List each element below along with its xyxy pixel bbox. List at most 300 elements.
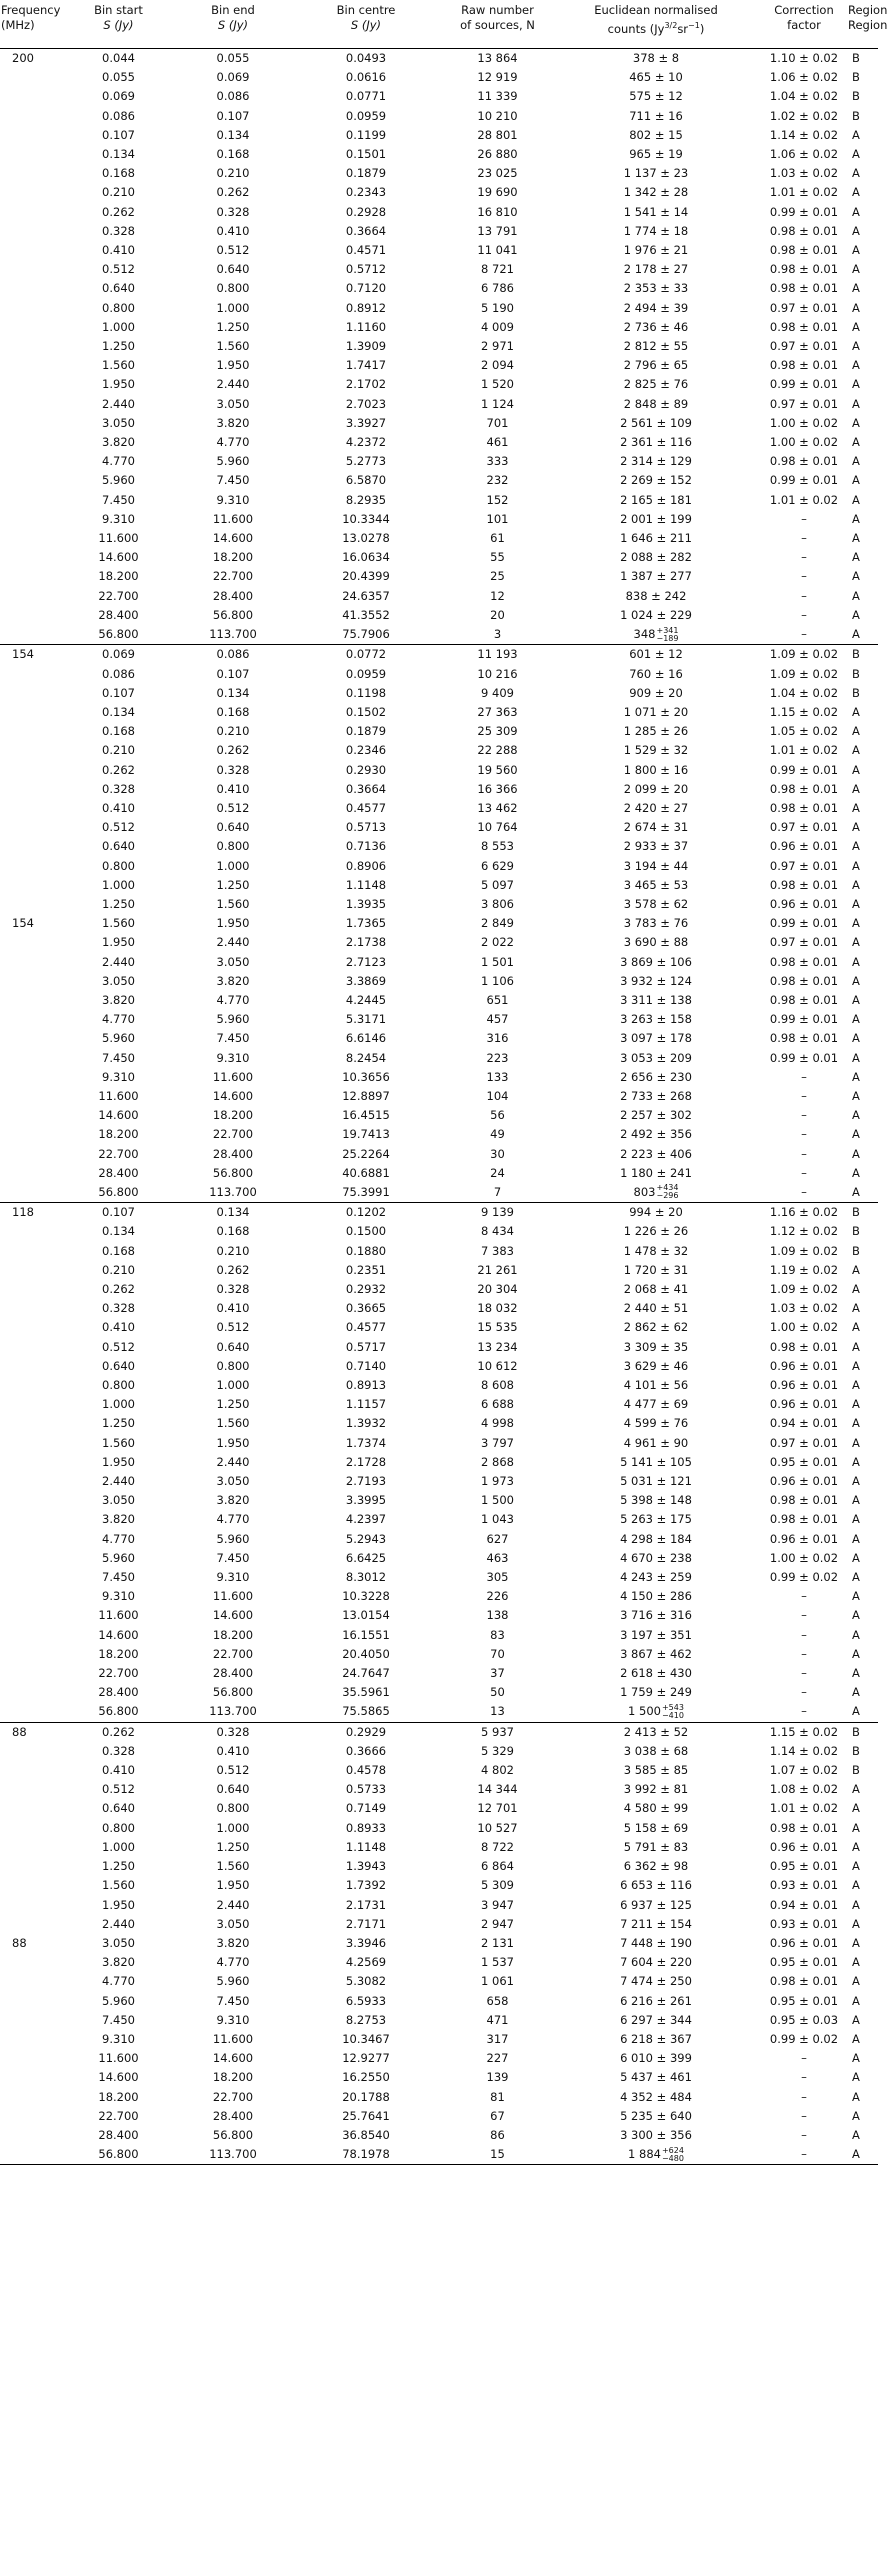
euclidean-count-cell: 2 862 ± 62 <box>623 1320 689 1335</box>
bin-start-cell: 56.800 <box>60 2145 177 2165</box>
correction-factor-cell: 1.14 ± 0.02 <box>769 127 839 142</box>
raw-count-cell: 15 <box>443 2145 552 2165</box>
bin-start-cell: 0.044 <box>102 51 135 65</box>
table-row <box>0 625 878 645</box>
raw-count-cell: 11 339 <box>477 89 518 104</box>
bin-start-cell: 1.560 <box>102 358 135 373</box>
bin-centre-cell: 0.4571 <box>345 243 387 258</box>
bin-centre-cell: 0.5713 <box>345 820 387 835</box>
region-cell: A <box>852 1474 860 1489</box>
frequency-cell <box>0 2030 60 2049</box>
bin-centre-cell: 2.7123 <box>345 954 387 969</box>
bin-start-cell: 5.960 <box>102 473 135 488</box>
table-row <box>0 761 878 780</box>
bin-start-cell: 56.800 <box>60 1183 177 1203</box>
table-row <box>0 1106 878 1125</box>
bin-centre-cell: 0.3666 <box>345 1743 387 1758</box>
frequency-cell <box>0 933 60 952</box>
correction-factor-cell: 0.96 ± 0.01 <box>769 1531 839 1546</box>
bin-start-cell: 0.800 <box>102 858 135 873</box>
region-cell: A <box>852 1397 860 1412</box>
frequency-cell <box>0 1742 60 1761</box>
frequency-cell <box>0 991 60 1010</box>
bin-end-cell: 11.600 <box>212 2031 254 2046</box>
frequency-cell <box>0 1434 60 1453</box>
correction-factor-cell: 1.00 ± 0.02 <box>769 1320 839 1335</box>
header-raw-number: Raw number of sources, N <box>443 0 552 49</box>
frequency-cell <box>0 471 60 490</box>
error-lower: −296 <box>656 1191 679 1201</box>
bin-centre-cell: 0.7120 <box>345 281 387 296</box>
raw-count-cell: 8 608 <box>481 1378 514 1393</box>
bin-centre-cell: 8.2454 <box>345 1050 387 1065</box>
raw-count-cell: 5 190 <box>481 300 514 315</box>
region-cell: A <box>852 147 860 162</box>
region-cell: A <box>852 762 860 777</box>
frequency-cell <box>0 1338 60 1357</box>
frequency-cell <box>0 606 60 625</box>
frequency-cell <box>0 876 60 895</box>
asymmetric-error <box>662 1704 684 1720</box>
correction-factor-cell: 0.97 ± 0.01 <box>769 339 839 354</box>
region-cell: B <box>852 1205 860 1220</box>
raw-count-cell: 1 520 <box>481 377 514 392</box>
bin-start-cell: 0.210 <box>102 1262 135 1277</box>
raw-count-cell: 10 210 <box>477 108 518 123</box>
raw-count-cell: 13 864 <box>477 51 518 65</box>
table-row <box>0 1280 878 1299</box>
raw-count-cell: 5 097 <box>481 877 514 892</box>
bin-end-cell: 113.700 <box>177 1702 289 1722</box>
raw-count-cell: 11 041 <box>477 243 518 258</box>
euclidean-count-cell: 2 001 ± 199 <box>620 511 692 526</box>
bin-centre-cell: 2.1728 <box>345 1454 387 1469</box>
table-row <box>0 414 878 433</box>
region-cell: A <box>852 1108 860 1123</box>
raw-count-cell: 305 <box>486 1570 509 1585</box>
euclidean-count-cell: 7 474 ± 250 <box>620 1974 692 1989</box>
frequency-cell <box>0 414 60 433</box>
bin-centre-cell: 1.7417 <box>345 358 387 373</box>
euclidean-count-cell: 3 716 ± 316 <box>620 1608 692 1623</box>
bin-centre-cell: 0.0959 <box>345 666 387 681</box>
region-cell: A <box>852 1165 860 1180</box>
bin-end-cell: 5.960 <box>216 1531 250 1546</box>
bin-start-cell: 14.600 <box>98 1627 139 1642</box>
correction-factor-cell: – <box>801 2089 807 2104</box>
bin-start-cell: 0.410 <box>102 800 135 815</box>
bin-end-cell: 0.328 <box>216 762 250 777</box>
euclidean-count-cell: 994 ± 20 <box>629 1205 683 1220</box>
table-row <box>0 1491 878 1510</box>
euclidean-count-cell: 3 690 ± 88 <box>623 935 689 950</box>
bin-centre-cell: 0.7140 <box>345 1358 387 1373</box>
region-cell: A <box>852 1339 860 1354</box>
raw-count-cell: 55 <box>490 550 505 565</box>
raw-count-cell: 139 <box>486 2070 509 2085</box>
bin-end-cell: 3.050 <box>216 396 250 411</box>
euclidean-count-cell: 2 825 ± 76 <box>623 377 689 392</box>
euclidean-count-cell: 1 226 ± 26 <box>623 1224 689 1239</box>
region-cell: A <box>852 1531 860 1546</box>
correction-factor-cell: – <box>801 1146 807 1161</box>
bin-end-cell: 0.262 <box>216 185 250 200</box>
raw-count-cell: 3 806 <box>481 896 514 911</box>
raw-count-cell: 6 629 <box>481 858 514 873</box>
frequency-cell <box>0 972 60 991</box>
euclidean-count-cell: 965 ± 19 <box>629 147 683 162</box>
raw-count-cell: 24 <box>490 1165 505 1180</box>
bin-centre-cell: 8.2935 <box>345 492 387 507</box>
raw-count-cell: 23 025 <box>477 166 518 181</box>
euclidean-count-cell: 2 353 ± 33 <box>623 281 689 296</box>
bin-centre-cell: 1.1157 <box>345 1397 387 1412</box>
bin-start-cell: 0.512 <box>102 1782 135 1797</box>
bin-end-cell: 2.440 <box>216 377 250 392</box>
bin-centre-cell: 35.5961 <box>342 1685 390 1700</box>
bin-end-cell: 1.000 <box>216 1820 250 1835</box>
frequency-cell <box>0 1549 60 1568</box>
euclidean-count-cell: 6 218 ± 367 <box>620 2031 692 2046</box>
frequency-cell <box>0 722 60 741</box>
correction-factor-cell: 1.02 ± 0.02 <box>769 108 839 123</box>
euclidean-count-cell: 1 541 ± 14 <box>623 204 689 219</box>
bin-end-cell: 0.512 <box>216 800 250 815</box>
frequency-cell <box>0 452 60 471</box>
raw-count-cell: 56 <box>490 1108 505 1123</box>
bin-centre-cell: 3.3927 <box>345 415 387 430</box>
raw-count-cell: 11 193 <box>477 647 518 662</box>
frequency-cell <box>0 1029 60 1048</box>
raw-count-cell: 49 <box>490 1127 505 1142</box>
raw-count-cell: 12 919 <box>477 70 518 85</box>
bin-start-cell: 0.328 <box>102 223 135 238</box>
frequency-cell <box>0 1068 60 1087</box>
frequency-cell <box>0 222 60 241</box>
correction-factor-cell: 0.99 ± 0.01 <box>769 1012 839 1027</box>
bin-start-cell: 0.134 <box>102 1224 135 1239</box>
bin-centre-cell: 0.7149 <box>345 1801 387 1816</box>
raw-count-cell: 13 462 <box>477 800 518 815</box>
bin-end-cell: 0.210 <box>216 724 250 739</box>
bin-centre-cell: 6.5870 <box>345 473 387 488</box>
bin-centre-cell: 0.2346 <box>345 743 387 758</box>
region-cell: A <box>852 1320 860 1335</box>
raw-count-cell: 8 434 <box>481 1224 514 1239</box>
table-row <box>0 337 878 356</box>
bin-start-cell: 0.168 <box>102 1243 135 1258</box>
bin-start-cell: 9.310 <box>102 1069 135 1084</box>
correction-factor-cell: – <box>801 2108 807 2123</box>
frequency-cell <box>0 1915 60 1934</box>
bin-start-cell: 0.512 <box>102 820 135 835</box>
region-cell: A <box>852 2012 860 2027</box>
bin-end-cell: 9.310 <box>216 1050 250 1065</box>
bin-end-cell: 0.168 <box>216 704 250 719</box>
bin-end-cell: 5.960 <box>216 1012 250 1027</box>
region-cell: B <box>852 70 860 85</box>
bin-centre-cell: 0.4577 <box>345 800 387 815</box>
bin-end-cell: 0.134 <box>216 127 250 142</box>
euclidean-count-cell: 802 ± 15 <box>629 127 683 142</box>
bin-start-cell: 3.820 <box>102 1955 135 1970</box>
error-upper: +543 <box>661 1702 684 1712</box>
bin-end-cell: 0.210 <box>216 1243 250 1258</box>
bin-start-cell: 18.200 <box>98 2089 139 2104</box>
raw-count-cell: 138 <box>486 1608 509 1623</box>
euclidean-count-cell: 3 194 ± 44 <box>623 858 689 873</box>
correction-factor-cell: 0.98 ± 0.01 <box>769 781 839 796</box>
euclidean-count-cell: 3 097 ± 178 <box>620 1031 692 1046</box>
region-cell: A <box>852 724 860 739</box>
table-row <box>0 567 878 586</box>
raw-count-cell: 27 363 <box>477 704 518 719</box>
raw-count-cell: 3 797 <box>481 1435 514 1450</box>
table-row <box>0 68 878 87</box>
euclidean-count-cell: 2 088 ± 282 <box>620 550 692 565</box>
bin-end-cell: 3.820 <box>216 973 250 988</box>
bin-start-cell: 56.800 <box>60 1702 177 1722</box>
region-cell: A <box>852 1512 860 1527</box>
table-row <box>0 1683 878 1702</box>
correction-factor-cell: 0.98 ± 0.01 <box>769 1031 839 1046</box>
bin-start-cell: 0.107 <box>102 127 135 142</box>
table-row <box>0 2068 878 2087</box>
euclidean-count-cell: 2 165 ± 181 <box>620 492 692 507</box>
bin-centre-cell: 13.0278 <box>342 531 390 546</box>
bin-centre-cell: 12.8897 <box>342 1088 390 1103</box>
frequency-cell <box>0 1857 60 1876</box>
raw-count-cell: 81 <box>490 2089 505 2104</box>
bin-centre-cell: 0.4577 <box>345 1320 387 1335</box>
correction-factor-cell: – <box>801 2051 807 2066</box>
bin-start-cell: 22.700 <box>98 2108 139 2123</box>
frequency-cell <box>0 1222 60 1241</box>
bin-centre-cell: 0.0771 <box>345 89 387 104</box>
raw-count-cell: 7 <box>443 1183 552 1203</box>
bin-start-cell: 3.820 <box>102 992 135 1007</box>
bin-centre-cell: 0.2929 <box>345 1724 387 1739</box>
table-row <box>0 1857 878 1876</box>
bin-end-cell: 3.050 <box>216 1916 250 1931</box>
bin-centre-cell: 1.7365 <box>345 916 387 931</box>
correction-factor-cell: 1.15 ± 0.02 <box>769 704 839 719</box>
bin-end-cell: 1.250 <box>216 319 250 334</box>
bin-end-cell: 0.328 <box>216 1724 250 1739</box>
bin-end-cell: 0.800 <box>216 1801 250 1816</box>
header-region: Region Region <box>848 0 878 49</box>
region-cell: A <box>852 319 860 334</box>
bin-start-cell: 11.600 <box>98 1608 139 1623</box>
correction-factor-cell: 0.99 ± 0.02 <box>769 1570 839 1585</box>
frequency-cell <box>0 2088 60 2107</box>
region-cell: A <box>852 916 860 931</box>
bin-start-cell: 4.770 <box>102 1974 135 1989</box>
raw-count-cell: 12 701 <box>477 1801 518 1816</box>
correction-factor-cell: 1.01 ± 0.02 <box>769 492 839 507</box>
frequency-cell <box>0 2049 60 2068</box>
frequency-cell <box>0 587 60 606</box>
frequency-cell: 200 <box>12 51 34 65</box>
bin-centre-cell: 2.7171 <box>345 1916 387 1931</box>
table-row <box>0 1896 878 1915</box>
region-cell: A <box>852 300 860 315</box>
bin-centre-cell: 0.1202 <box>345 1205 387 1220</box>
bin-end-cell: 3.050 <box>216 1474 250 1489</box>
frequency-cell <box>0 1683 60 1702</box>
raw-count-cell: 8 721 <box>481 262 514 277</box>
correction-factor-cell: 0.97 ± 0.01 <box>769 300 839 315</box>
frequency-cell <box>0 1799 60 1818</box>
euclidean-count-cell: 2 674 ± 31 <box>623 820 689 835</box>
euclidean-count-cell: 1 529 ± 32 <box>623 743 689 758</box>
table-row <box>0 1530 878 1549</box>
euclidean-count-cell: 2 736 ± 46 <box>623 319 689 334</box>
region-cell: A <box>852 1801 860 1816</box>
bin-end-cell: 56.800 <box>212 1685 254 1700</box>
bin-end-cell: 5.960 <box>216 454 250 469</box>
frequency-cell <box>0 1164 60 1183</box>
bin-end-cell: 1.000 <box>216 1378 250 1393</box>
region-cell: A <box>852 1666 860 1681</box>
bin-start-cell: 28.400 <box>98 1685 139 1700</box>
correction-factor-cell: 0.95 ± 0.01 <box>769 1993 839 2008</box>
correction-factor-cell: 1.10 ± 0.02 <box>769 51 839 65</box>
correction-factor-cell: 0.99 ± 0.01 <box>769 204 839 219</box>
bin-end-cell: 1.250 <box>216 1839 250 1854</box>
euclidean-count-cell: 2 420 ± 27 <box>623 800 689 815</box>
bin-start-cell: 28.400 <box>98 2127 139 2142</box>
bin-start-cell: 1.950 <box>102 377 135 392</box>
frequency-cell <box>0 684 60 703</box>
table-row <box>0 375 878 394</box>
region-cell: B <box>852 108 860 123</box>
region-cell: A <box>852 166 860 181</box>
region-cell: A <box>852 281 860 296</box>
bin-end-cell: 0.800 <box>216 1358 250 1373</box>
correction-factor-cell: 0.95 ± 0.01 <box>769 1454 839 1469</box>
frequency-cell <box>0 433 60 452</box>
header-bin-end: Bin end S (Jy) <box>177 0 289 49</box>
region-cell: A <box>852 377 860 392</box>
bin-end-cell: 0.134 <box>216 685 250 700</box>
table-row <box>0 1318 878 1337</box>
frequency-cell <box>0 741 60 760</box>
raw-count-cell: 22 288 <box>477 743 518 758</box>
table-row <box>0 2107 878 2126</box>
table-body <box>0 49 878 2165</box>
euclidean-count-cell: 2 733 ± 268 <box>620 1088 692 1103</box>
raw-count-cell: 61 <box>490 531 505 546</box>
correction-factor-cell: 0.98 ± 0.01 <box>769 877 839 892</box>
region-cell: B <box>852 1763 860 1778</box>
table-header <box>0 0 887 49</box>
error-lower: −189 <box>656 633 679 643</box>
bin-centre-cell: 5.2773 <box>345 454 387 469</box>
table-row <box>0 491 878 510</box>
frequency-cell <box>0 126 60 145</box>
frequency-cell <box>0 953 60 972</box>
region-cell: A <box>852 743 860 758</box>
raw-count-cell: 10 216 <box>477 666 518 681</box>
bin-centre-cell: 1.1148 <box>345 877 387 892</box>
raw-count-cell: 627 <box>486 1531 509 1546</box>
bin-centre-cell: 12.9277 <box>342 2051 390 2066</box>
frequency-cell <box>0 703 60 722</box>
correction-factor-cell: 0.97 ± 0.01 <box>769 820 839 835</box>
bin-start-cell: 0.086 <box>102 666 135 681</box>
bin-centre-cell: 0.8912 <box>345 300 387 315</box>
region-cell: A <box>852 2031 860 2046</box>
bin-centre-cell: 10.3228 <box>342 1589 390 1604</box>
frequency-cell <box>0 1972 60 1991</box>
correction-factor-cell: 0.96 ± 0.01 <box>769 1358 839 1373</box>
table-row <box>0 1242 878 1261</box>
correction-factor-cell: 0.94 ± 0.01 <box>769 1897 839 1912</box>
table-row <box>0 1222 878 1241</box>
table-row <box>0 510 878 529</box>
euclidean-count-cell: 4 580 ± 99 <box>623 1801 689 1816</box>
raw-count-cell: 19 560 <box>477 762 518 777</box>
table-row <box>0 1376 878 1395</box>
region-cell: A <box>852 492 860 507</box>
bin-end-cell: 28.400 <box>212 1666 254 1681</box>
table-row <box>0 1164 878 1183</box>
bin-end-cell: 4.770 <box>216 1955 250 1970</box>
correction-factor-cell: 0.98 ± 0.01 <box>769 319 839 334</box>
frequency-cell: 88 <box>12 1935 27 1950</box>
bin-centre-cell: 1.1160 <box>345 319 387 334</box>
region-cell: A <box>852 1146 860 1161</box>
correction-factor-cell: 0.97 ± 0.01 <box>769 858 839 873</box>
correction-factor-cell: 0.98 ± 0.01 <box>769 954 839 969</box>
table-row <box>0 1414 878 1433</box>
raw-count-cell: 15 535 <box>477 1320 518 1335</box>
table-row <box>0 1125 878 1144</box>
raw-count-cell: 26 880 <box>477 147 518 162</box>
bin-start-cell: 0.168 <box>102 724 135 739</box>
table-row <box>0 1395 878 1414</box>
bin-centre-cell: 3.3995 <box>345 1493 387 1508</box>
euclidean-count-cell: 7 211 ± 154 <box>620 1916 692 1931</box>
raw-count-cell: 1 973 <box>481 1474 514 1489</box>
raw-count-cell: 316 <box>486 1031 509 1046</box>
bin-start-cell: 1.250 <box>102 1859 135 1874</box>
bin-end-cell: 14.600 <box>212 531 254 546</box>
correction-factor-cell: 0.99 ± 0.01 <box>769 377 839 392</box>
bin-end-cell: 0.410 <box>216 781 250 796</box>
table-row <box>0 972 878 991</box>
table-row <box>0 49 878 69</box>
table-row <box>0 1568 878 1587</box>
region-cell: A <box>852 1416 860 1431</box>
bin-end-cell: 14.600 <box>212 2051 254 2066</box>
euclidean-count-cell: 575 ± 12 <box>629 89 683 104</box>
correction-factor-cell: 1.19 ± 0.02 <box>769 1262 839 1277</box>
correction-factor-cell: 0.98 ± 0.01 <box>769 1820 839 1835</box>
correction-factor-cell: 0.96 ± 0.01 <box>769 1935 839 1950</box>
count-value: 1 884 <box>628 2147 661 2162</box>
raw-count-cell: 10 612 <box>477 1358 518 1373</box>
bin-start-cell: 0.262 <box>102 762 135 777</box>
region-cell: A <box>852 1627 860 1642</box>
region-cell: A <box>852 858 860 873</box>
frequency-cell <box>0 1395 60 1414</box>
bin-centre-cell: 16.4515 <box>342 1108 390 1123</box>
raw-count-cell: 658 <box>486 1993 509 2008</box>
correction-factor-cell: 0.96 ± 0.01 <box>769 1397 839 1412</box>
raw-count-cell: 1 106 <box>481 973 514 988</box>
